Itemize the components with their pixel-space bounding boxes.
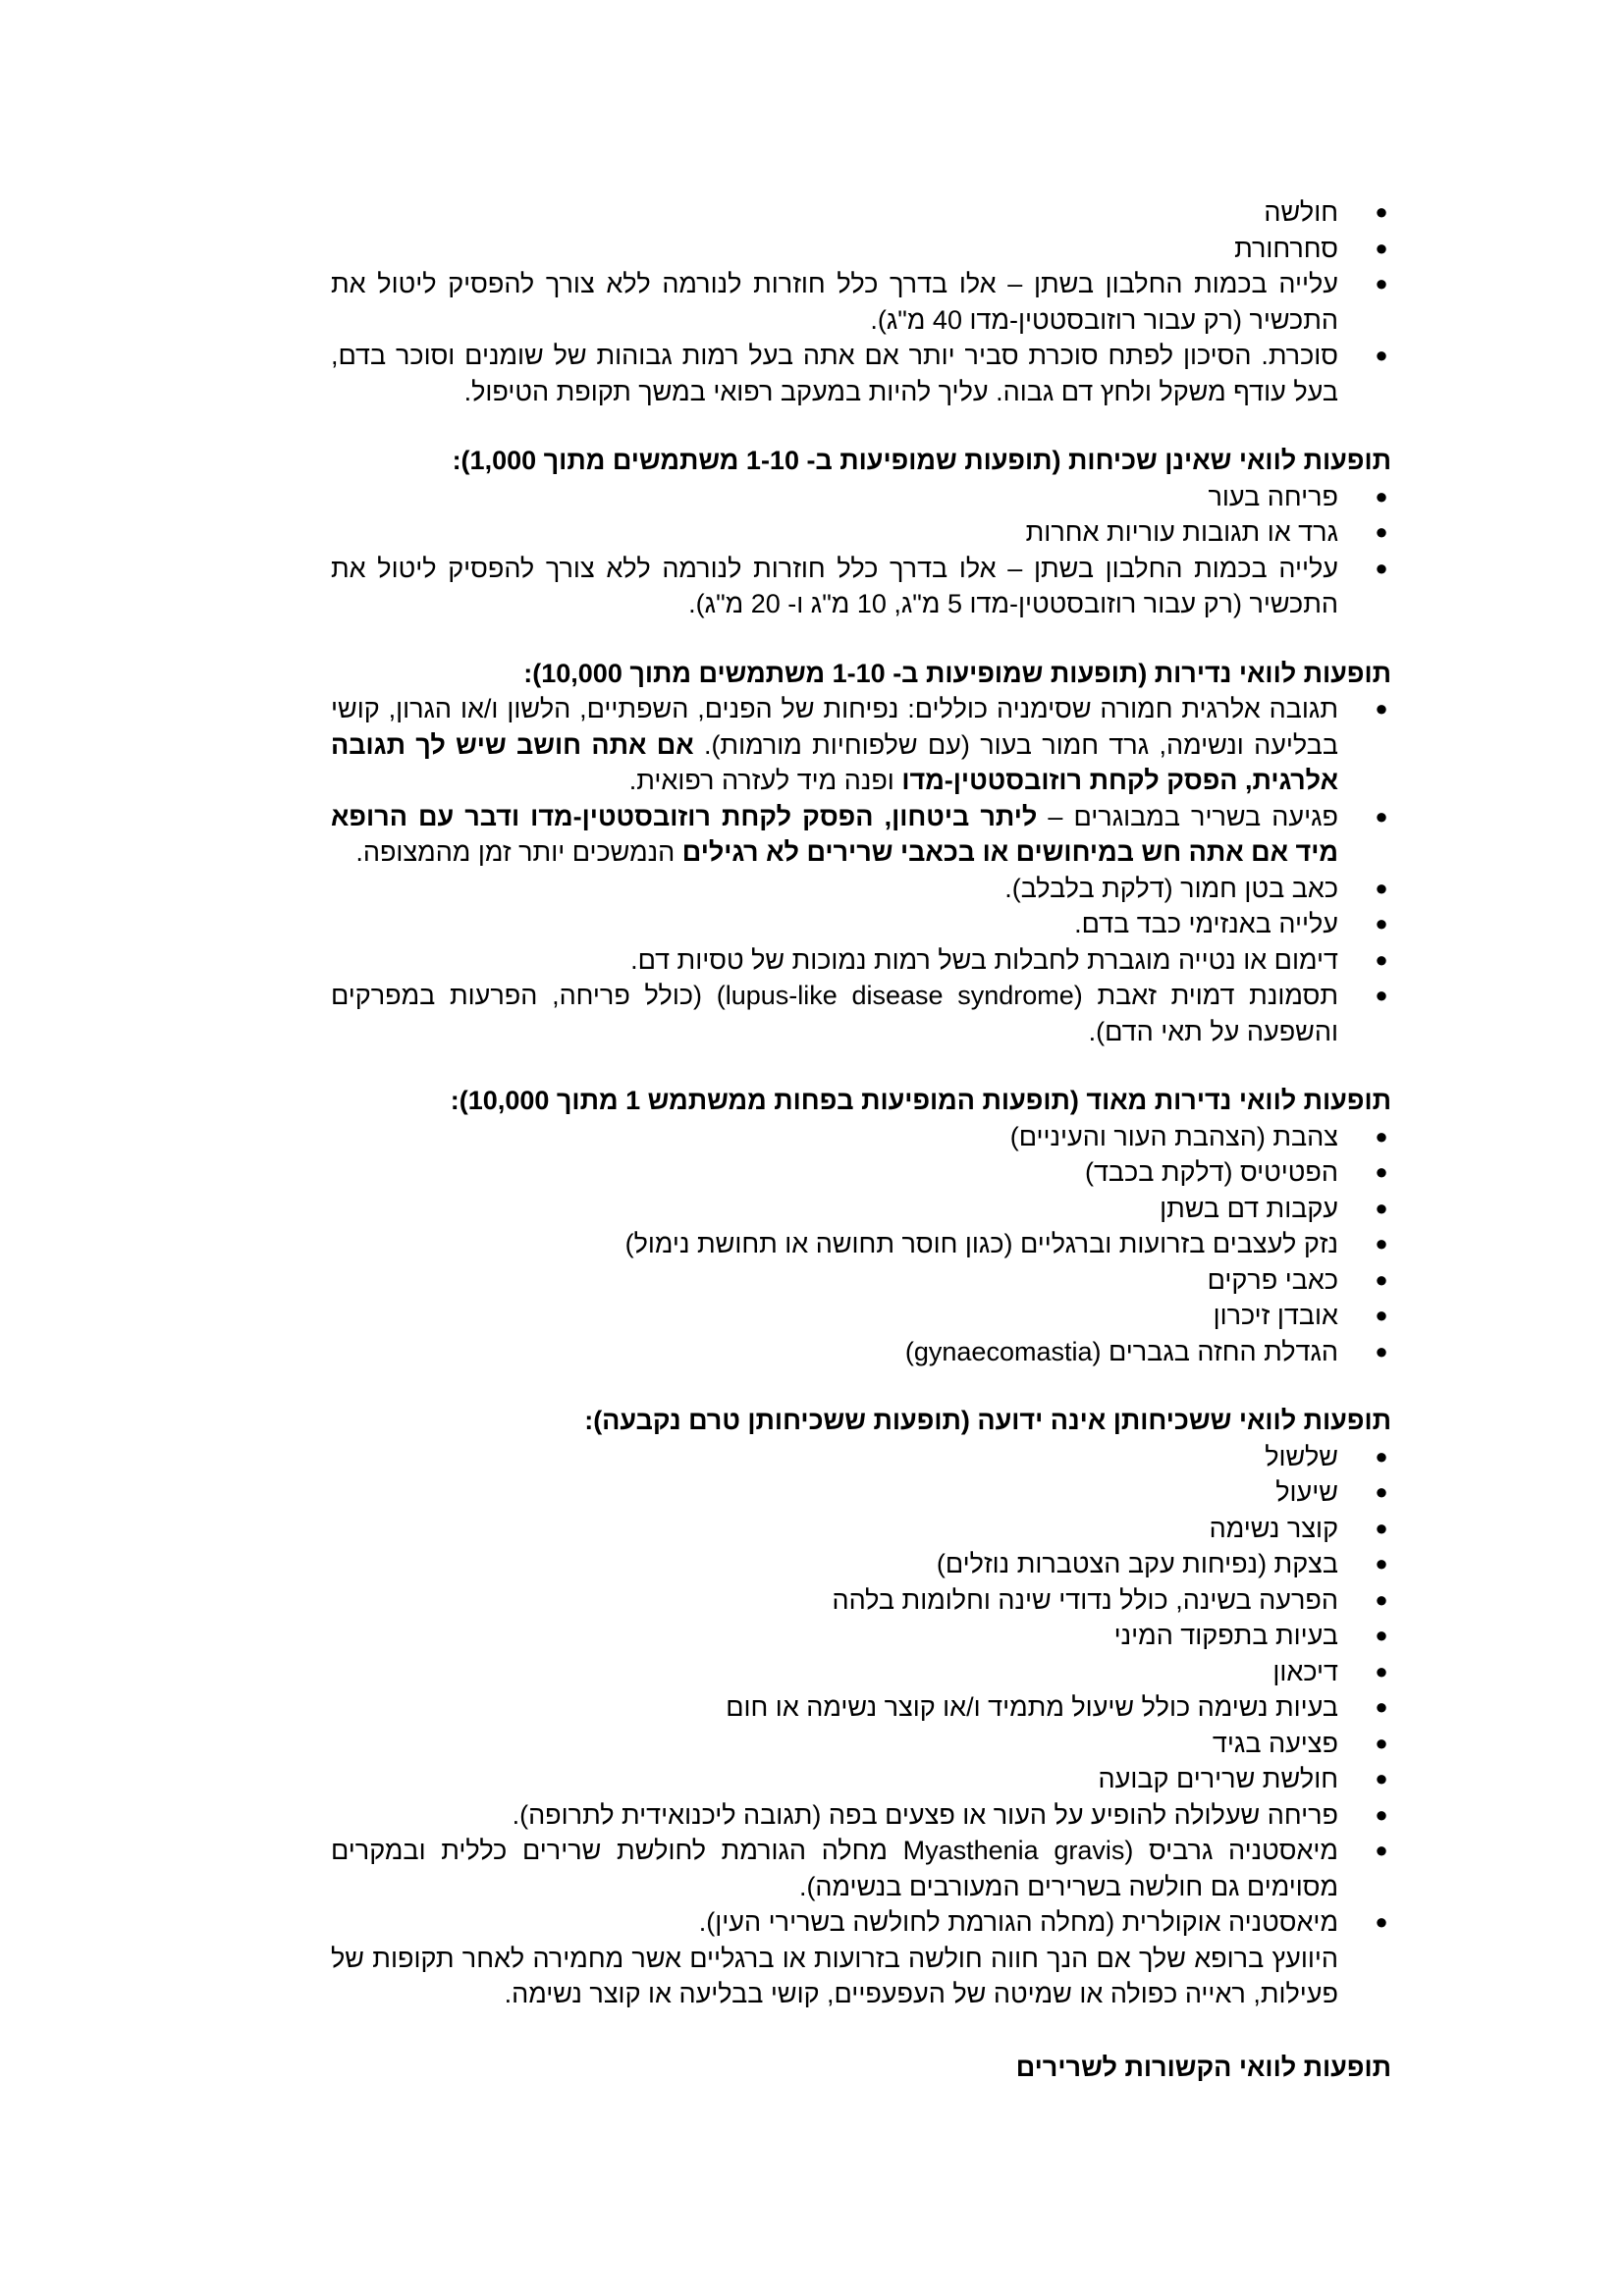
bullet-icon: ●	[1375, 1551, 1388, 1575]
rare-heading: תופעות לוואי נדירות (תופעות שמופיעות ב- 1-10 משתמשים מתוך 10,000):	[523, 658, 1391, 688]
list-item: ● אובדן זיכרון	[331, 1298, 1391, 1334]
bullet-icon: ●	[1375, 696, 1388, 721]
list-item: ● דימום או נטייה מוגברת לחבלות בשל רמות נמוכות של טסיות דם.	[331, 942, 1391, 979]
list-item: ● פריחה שעלולה להופיע על העור או פצעים בפה (תגובה ליכנואידית לתרופה).	[331, 1797, 1391, 1834]
list-item: ● בצקת (נפיחות עקב הצטברות נוזלים)	[331, 1546, 1391, 1582]
bullet-icon: ●	[1375, 1909, 1388, 1934]
bullet-icon: ●	[1375, 199, 1388, 224]
list-item: ● עלייה בכמות החלבון בשתן – אלו בדרך כלל חוזרות לנורמה ללא צורך להפסיק ליטול את התכשיר (רק עבור רוזובסטטין-מדו 5 מ"ג, 10 מ"ג ו- 20 מ"ג).	[331, 551, 1391, 622]
rare-list	[331, 691, 1391, 1049]
bullet-icon: ●	[1375, 555, 1388, 580]
list-item: ● סוכרת. הסיכון לפתח סוכרת סביר יותר אם אתה בעל רמות גבוהות של שומנים וסוכר בדם, בעל עודף משקל ולחץ דם גבוה. עליך להיות במעקב רפואי במשך תקופת הטיפול.	[331, 338, 1391, 409]
list-item: ● כאב בטן חמור (דלקת בלבלב).	[331, 871, 1391, 907]
bullet-icon: ●	[1375, 1515, 1388, 1540]
bullet-icon: ●	[1375, 1195, 1388, 1220]
bullet-icon: ●	[1375, 1338, 1388, 1363]
bullet-icon: ●	[1375, 271, 1388, 295]
list-item: ● מיאסטניה גרביס (Myasthenia gravis מחלה הגורמת לחולשת שרירים כללית ובמקרים מסוימים גם חולשה בשרירים המעורבים בנשימה).	[331, 1833, 1391, 1904]
list-item: ● עלייה בכמות החלבון בשתן – אלו בדרך כלל חוזרות לנורמה ללא צורך להפסיק ליטול את התכשיר (רק עבור רוזובסטטין-מדו 40 מ"ג).	[331, 266, 1391, 338]
bullet-icon: ●	[1375, 1730, 1388, 1755]
very-rare-list	[331, 1119, 1391, 1370]
list-item: ● הגדלת החזה בגברים (gynaecomastia)	[331, 1334, 1391, 1370]
bullet-icon: ●	[1375, 1443, 1388, 1468]
bullet-icon: ●	[1375, 1266, 1388, 1292]
bullet-icon: ●	[1375, 519, 1388, 544]
list-item: ● כאבי פרקים	[331, 1262, 1391, 1299]
bullet-icon: ●	[1375, 875, 1388, 900]
document-content	[331, 194, 1391, 2085]
list-item: ● צהבת (הצהבת העור והעיניים)	[331, 1119, 1391, 1155]
list-item: ● סחרחורת	[331, 231, 1391, 267]
unknown-frequency-list	[331, 1439, 1391, 1941]
muscle-section-heading: תופעות לוואי הקשורות לשרירים	[1015, 2052, 1391, 2082]
list-item: ● עקבות דם בשתן	[331, 1191, 1391, 1227]
list-item: ● תסמונת דמוית זאבת (lupus-like disease syndrome) (כולל פריחה, הפרעות במפרקים והשפעה על תאי הדם).	[331, 978, 1391, 1049]
list-item: ● תגובה אלרגית חמורה שסימניה כוללים: נפיחות של הפנים, השפתיים, הלשון ו/או הגרון, קושי בבליעה ונשימה, גרד חמור בעור (עם שלפוחיות מורמות). אם אתה חושב שיש לך תגובה אלרגית, הפסק לקחת רוזובסטטין-מדו ופנה מיד לעזרה רפואית.	[331, 691, 1391, 799]
bullet-icon: ●	[1375, 1231, 1388, 1255]
list-item: ● קוצר נשימה	[331, 1511, 1391, 1547]
bullet-icon: ●	[1375, 1838, 1388, 1862]
list-item: ● חולשה	[331, 194, 1391, 231]
list-item: ● בעיות נשימה כולל שיעול מתמיד ו/או קוצר נשימה או חום	[331, 1689, 1391, 1726]
bullet-icon: ●	[1375, 983, 1388, 1007]
list-item: ● שיעול	[331, 1474, 1391, 1511]
bullet-icon: ●	[1375, 1159, 1388, 1184]
list-item: ● שלשול	[331, 1439, 1391, 1475]
list-item: ● גרד או תגובות עוריות אחרות	[331, 514, 1391, 551]
bullet-icon: ●	[1375, 911, 1388, 935]
bullet-icon: ●	[1375, 803, 1388, 828]
list-item: ● מיאסטניה אוקולרית (מחלה הגורמת לחולשה בשרירי העין).	[331, 1904, 1391, 1941]
bullet-icon: ●	[1375, 483, 1388, 508]
very-rare-heading: תופעות לוואי נדירות מאוד (תופעות המופיעות בפחות ממשתמש 1 מתוך 10,000):	[450, 1086, 1391, 1115]
bullet-icon: ●	[1375, 1123, 1388, 1148]
list-item: ● דיכאון	[331, 1654, 1391, 1690]
consult-doctor-note: היוועץ ברופא שלך אם הנך חווה חולשה בזרועות או ברגליים אשר מחמירה לאחר תקופות של פעילות, ראייה כפולה או שמיטה של העפעפיים, קושי בבליעה או קוצר נשימה.	[331, 1943, 1338, 2008]
list-item: ● פציעה בגיד	[331, 1726, 1391, 1762]
list-item: ● הפרעה בשינה, כולל נדודי שינה וחלומות בלהה	[331, 1582, 1391, 1619]
bullet-icon: ●	[1375, 946, 1388, 972]
bullet-icon: ●	[1375, 1694, 1388, 1719]
bullet-icon: ●	[1375, 1586, 1388, 1612]
uncommon-heading: תופעות לוואי שאינן שכיחות (תופעות שמופיעות ב- 1-10 משתמשים מתוך 1,000):	[452, 446, 1391, 475]
bullet-icon: ●	[1375, 1801, 1388, 1827]
common-side-effects-list	[331, 194, 1391, 409]
bullet-icon: ●	[1375, 235, 1388, 260]
bullet-icon: ●	[1375, 1303, 1388, 1327]
list-item: ● פריחה בעור	[331, 479, 1391, 515]
bullet-icon: ●	[1375, 1658, 1388, 1683]
bullet-icon: ●	[1375, 1623, 1388, 1647]
uncommon-list	[331, 479, 1391, 622]
list-item: ● נזק לעצבים בזרועות וברגליים (כגון חוסר תחושה או תחושת נימול)	[331, 1226, 1391, 1262]
bullet-icon: ●	[1375, 343, 1388, 367]
bullet-icon: ●	[1375, 1766, 1388, 1790]
list-item: ● פגיעה בשריר במבוגרים – ליתר ביטחון, הפסק לקחת רוזובסטטין-מדו ודבר עם הרופא מיד אם אתה חש במיחושים או בכאבי שרירים לא רגילים הנמשכים יותר זמן מהמצופה.	[331, 799, 1391, 871]
list-item: ● הפטיטיס (דלקת בכבד)	[331, 1154, 1391, 1191]
list-item: ● עלייה באנזימי כבד בדם.	[331, 906, 1391, 942]
unknown-frequency-heading: תופעות לוואי ששכיחותן אינה ידועה (תופעות ששכיחותן טרם נקבעה):	[584, 1406, 1391, 1435]
list-item: ● חולשת שרירים קבועה	[331, 1761, 1391, 1797]
list-item: ● בעיות בתפקוד המיני	[331, 1618, 1391, 1654]
bullet-icon: ●	[1375, 1479, 1388, 1504]
